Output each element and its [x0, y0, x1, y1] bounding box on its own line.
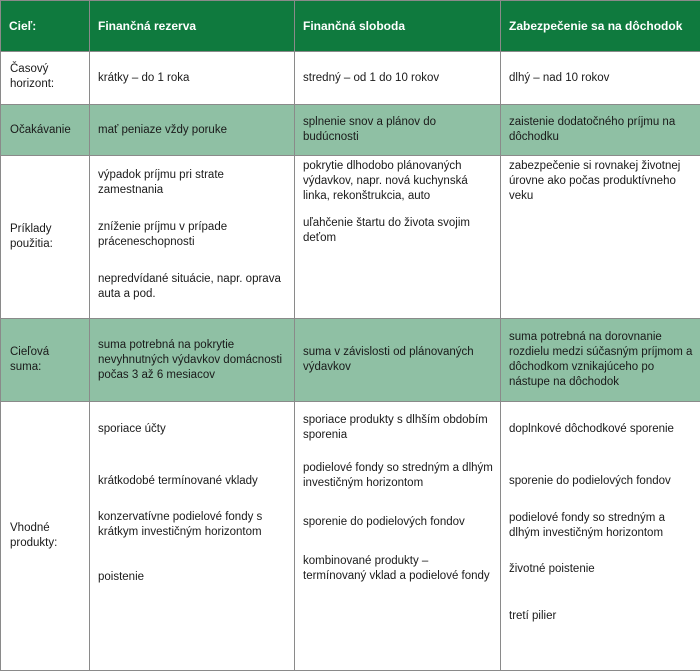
cell-text: suma potrebná na pokrytie nevyhnutných výdavkov domácnosti počas 3 až 6 mesiacov [98, 338, 288, 383]
cell-text: nepredvídané situácie, napr. oprava auta a pod. [98, 272, 288, 302]
cell-text: kombinované produkty – termínovaný vklad a podielové fondy [303, 554, 494, 584]
row-usage-examples [1, 156, 700, 319]
cell-text: životné poistenie [509, 562, 694, 577]
row-label: Očakávanie [1, 105, 90, 156]
cell-reserve [90, 156, 295, 319]
cell-retirement [501, 105, 700, 156]
cell-text: suma potrebná na dorovnanie rozdielu medzi súčasným príjmom a dôchodkom vznikajúceho po nástupe na dôchodok [509, 330, 694, 390]
cell-text: konzervatívne podielové fondy s krátkym investičným horizontom [98, 510, 288, 540]
cell-reserve [90, 52, 295, 105]
cell-retirement [501, 319, 700, 402]
header-row [1, 1, 700, 52]
row-time-horizon [1, 52, 700, 105]
cell-text: sporiace produkty s dlhším obdobím sporenia [303, 413, 494, 443]
cell-reserve [90, 319, 295, 402]
cell-text: splnenie snov a plánov do budúcnosti [303, 115, 494, 145]
row-expectation [1, 105, 700, 156]
cell-text: krátkodobé termínované vklady [98, 474, 288, 489]
cell-text: uľahčenie štartu do života svojim deťom [303, 216, 494, 246]
cell-retirement [501, 156, 700, 319]
cell-text: podielové fondy so stredným a dlhým investičným horizontom [303, 461, 494, 491]
cell-text: tretí pilier [509, 609, 694, 624]
cell-retirement [501, 402, 700, 671]
cell-text: zabezpečenie si rovnakej životnej úrovne ako počas produktívneho veku [509, 159, 694, 204]
cell-freedom [295, 105, 501, 156]
header-financial-freedom: Finančná sloboda [295, 1, 501, 52]
header-goal: Cieľ: [1, 1, 90, 52]
cell-text: podielové fondy so stredným a dlhým investičným horizontom [509, 511, 694, 541]
row-suitable-products [1, 402, 700, 671]
header-retirement: Zabezpečenie sa na dôchodok [501, 1, 700, 52]
cell-text: krátky – do 1 roka [98, 71, 288, 86]
cell-reserve [90, 105, 295, 156]
row-target-amount [1, 319, 700, 402]
cell-text: mať peniaze vždy poruke [98, 123, 288, 138]
cell-freedom [295, 156, 501, 319]
row-label: Príklady použitia: [1, 156, 90, 319]
cell-text: suma v závislosti od plánovaných výdavkov [303, 345, 494, 375]
row-label: Cieľová suma: [1, 319, 90, 402]
cell-freedom [295, 319, 501, 402]
cell-text: výpadok príjmu pri strate zamestnania [98, 168, 288, 198]
cell-text: pokrytie dlhodobo plánovaných výdavkov, napr. nová kuchynská linka, rekonštrukcia, auto [303, 159, 494, 204]
cell-text: sporenie do podielových fondov [509, 474, 694, 489]
cell-text: dlhý – nad 10 rokov [509, 71, 694, 86]
cell-text: sporiace účty [98, 422, 288, 437]
cell-text: zníženie príjmu v prípade práceneschopnosti [98, 220, 288, 250]
header-financial-reserve: Finančná rezerva [90, 1, 295, 52]
row-label: Vhodné produkty: [1, 402, 90, 671]
cell-freedom [295, 402, 501, 671]
cell-text: poistenie [98, 570, 288, 585]
row-label: Časový horizont: [1, 52, 90, 105]
cell-text: doplnkové dôchodkové sporenie [509, 422, 694, 437]
cell-freedom [295, 52, 501, 105]
cell-reserve [90, 402, 295, 671]
cell-text: zaistenie dodatočného príjmu na dôchodku [509, 115, 694, 145]
cell-retirement [501, 52, 700, 105]
cell-text: stredný – od 1 do 10 rokov [303, 71, 494, 86]
cell-text: sporenie do podielových fondov [303, 515, 494, 530]
